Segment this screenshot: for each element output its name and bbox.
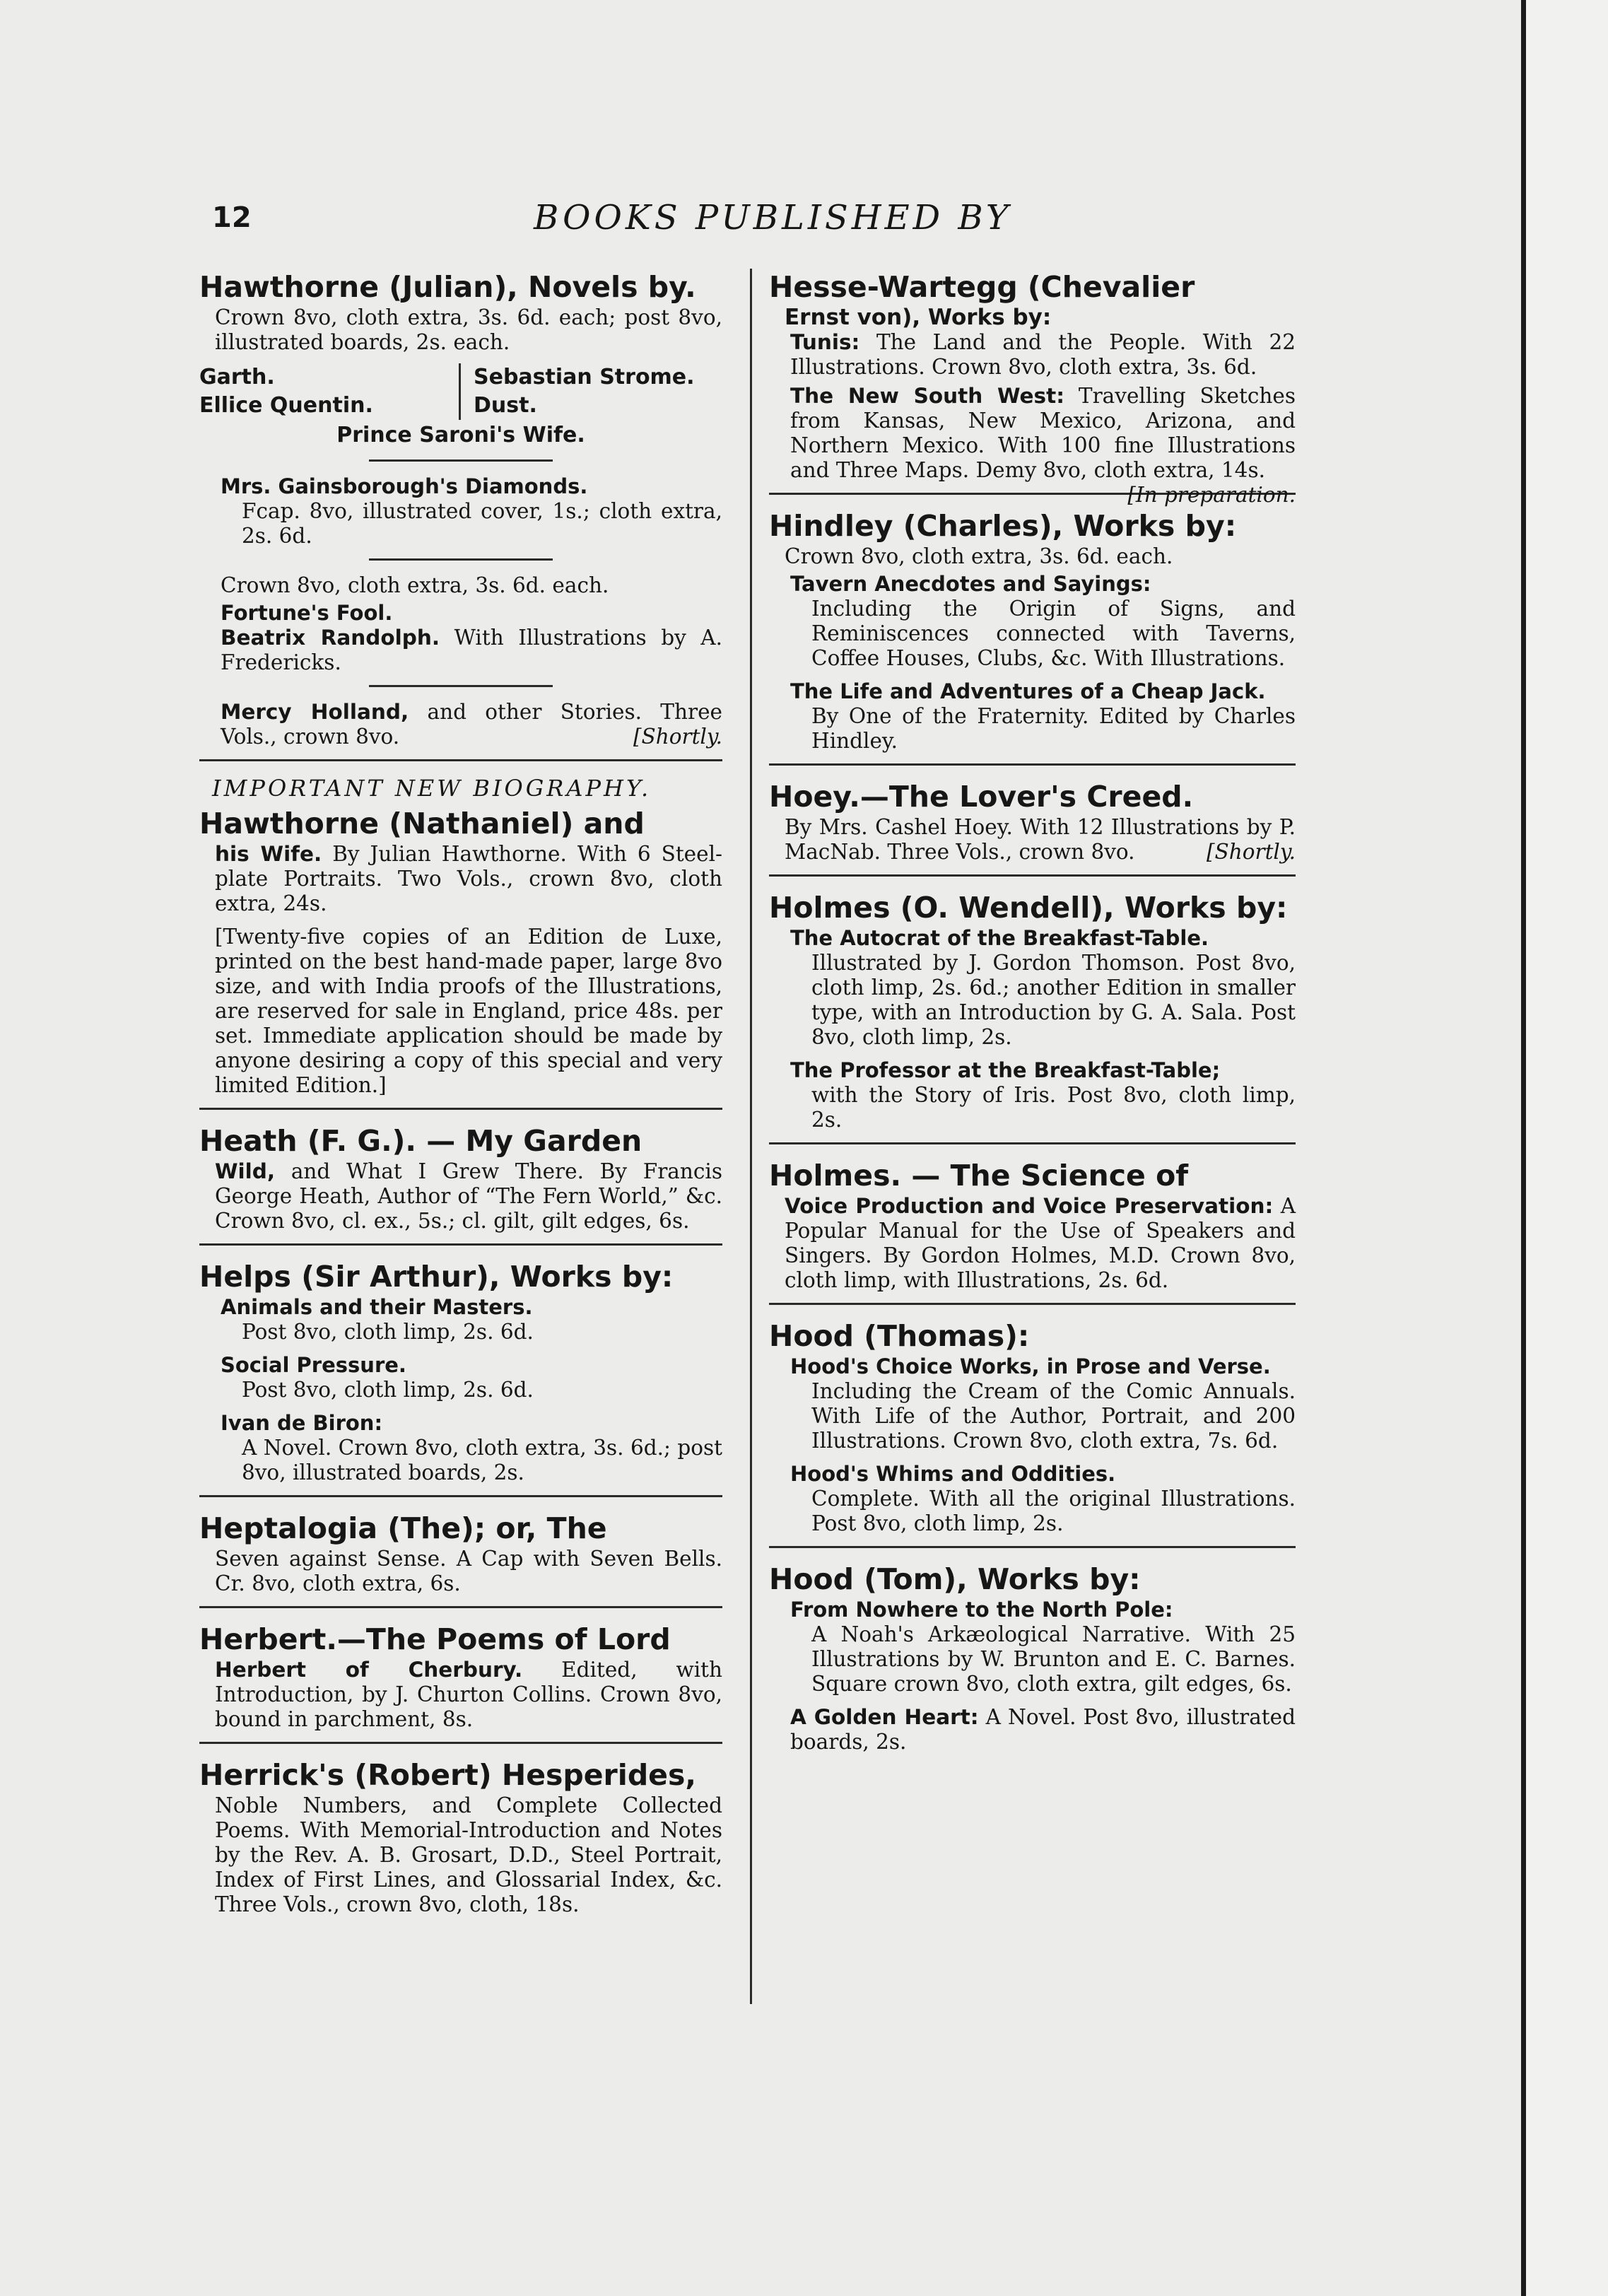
edition-note: [Twenty-five copies of an Edition de Luxe, printed on the best hand-made paper, large 8vo size, and with India proofs of the Illustrations, are reserved for sale in England, price 48s. per set. Immediate application should be made by anyone desiring a copy of this special and very limited Edition.] [215, 925, 722, 1097]
crown-note: Crown 8vo, cloth extra, 3s. 6d. each. [221, 573, 609, 597]
heading-continued: Ernst von), Works by: [785, 305, 1052, 330]
divider [199, 1243, 722, 1246]
item-title: Tunis: [790, 330, 860, 354]
entry-hindley [769, 508, 1296, 754]
short-rule [369, 685, 553, 687]
item-title: A Golden Heart: [790, 1705, 979, 1729]
heading-continued: Wild, [215, 1159, 276, 1183]
entry-body-text: A Popular Manual for the Use of Speakers and Singers. By Gordon Holmes, M.D. Crown 8vo, cloth limp, with Illustrations, 2s. 6d. [785, 1194, 1296, 1292]
binding-edge [1521, 0, 1526, 2296]
title-fortunes-fool: Fortune's Fool. [221, 601, 393, 625]
entry-body-text: and What I Grew There. By Francis George Heath, Author of “The Fern World,” &c. Crown 8vo, cl. ex., 5s.; cl. gilt, gilt edges, 6s. [215, 1159, 722, 1233]
entry-heading: Herbert.—The Poems of Lord [199, 1622, 671, 1656]
entry-body [785, 815, 1296, 865]
entry-body-text: By Julian Hawthorne. With 6 Steel-plate Portraits. Two Vols., crown 8vo, cloth extra, 24s. [215, 842, 722, 915]
entry-heading: Hood (Thomas): [769, 1319, 1030, 1353]
divider [769, 763, 1296, 766]
short-rule [369, 459, 553, 462]
item-title: Tavern Anecdotes and Sayings: [790, 572, 1151, 596]
item-body: Including the Cream of the Comic Annuals. With Life of the Author, Portrait, and 200 Illustrations. Crown 8vo, cloth extra, 7s. 6d. [811, 1379, 1296, 1453]
divider [199, 1108, 722, 1110]
item-body: A Novel. Crown 8vo, cloth extra, 3s. 6d.; post 8vo, illustrated boards, 2s. [242, 1436, 722, 1484]
item-title: The Professor at the Breakfast-Table; [790, 1058, 1221, 1082]
entry-holmes-wendell [769, 889, 1296, 1132]
title-garth: Garth. [199, 363, 461, 392]
entry-heading: Heath (F. G.). — My Garden [199, 1124, 642, 1158]
item-body: Including the Origin of Signs, and Reminiscences connected with Taverns, Coffee Houses, Clubs, &c. With Illustrations. [811, 597, 1296, 670]
item-title: The Autocrat of the Breakfast-Table. [790, 926, 1209, 950]
running-head: BOOKS PUBLISHED BY [534, 198, 1012, 238]
entry-hawthorne-nathaniel [199, 774, 722, 1098]
heading-continued: his Wife. [215, 842, 322, 866]
item-body: Post 8vo, cloth limp, 2s. 6d. [242, 1378, 534, 1402]
item-line [790, 1705, 1296, 1755]
entry-body: Noble Numbers, and Complete Collected Poems. With Memorial-Introduction and Notes by the Rev. A. B. Grosart, D.D., Steel Portrait, Index of First Lines, and Glossarial Index, &c. Three Vols., crown 8vo, cloth, 18s. [215, 1793, 722, 1916]
divider [199, 1495, 722, 1497]
entry-body-text: By Mrs. Cashel Hoey. With 12 Illustrations by P. MacNab. Three Vols., crown 8vo. [785, 815, 1296, 864]
item-title: Ivan de Biron: [221, 1411, 383, 1435]
entry-heading: Hood (Tom), Works by: [769, 1562, 1141, 1596]
entry-body-text: Edited, with Introduction, by J. Churton Collins. Crown 8vo, bound in parchment, 8s. [215, 1658, 722, 1731]
divider [769, 874, 1296, 877]
heading-continued: Herbert of Cherbury. [215, 1658, 523, 1682]
entry-herbert [199, 1621, 722, 1732]
title-mercy-holland: Mercy Holland, [221, 700, 409, 724]
heading-continued: Voice Production and Voice Preservation: [785, 1194, 1274, 1218]
entry-body [215, 1658, 722, 1732]
entry-heading: Herrick's (Robert) Hesperides, [199, 1758, 696, 1792]
entry-heading: Holmes (O. Wendell), Works by: [769, 891, 1288, 925]
beatrix-line [221, 626, 722, 675]
divider [199, 759, 722, 761]
entry-heath [199, 1123, 722, 1234]
entry-heading: Hesse-Wartegg (Chevalier [769, 270, 1195, 304]
divider [769, 1142, 1296, 1144]
column-divider [750, 269, 752, 2004]
item-title: Animals and their Masters. [221, 1295, 533, 1319]
short-rule [369, 558, 553, 561]
entry-body [215, 1159, 722, 1234]
mercy-line [221, 700, 722, 749]
status-shortly: [Shortly. [1207, 840, 1296, 864]
entry-heading: Heptalogia (The); or, The [199, 1511, 607, 1545]
divider [769, 1303, 1296, 1305]
item-title: Social Pressure. [221, 1353, 406, 1377]
divider [199, 1742, 722, 1744]
entry-heptalogia [199, 1510, 722, 1596]
left-column [199, 269, 722, 1927]
entry-hood-thomas [769, 1318, 1296, 1536]
item-body: Travelling Sketches from Kansas, New Mexico, Arizona, and Northern Mexico. With 100 fine Illustrations and Three Maps. Demy 8vo, cloth extra, 14s. [790, 384, 1296, 482]
item-body: By One of the Fraternity. Edited by Charles Hindley. [811, 704, 1296, 753]
item-title: The New South West: [790, 384, 1065, 408]
gainsborough-body: Fcap. 8vo, illustrated cover, 1s.; cloth extra, 2s. 6d. [242, 499, 722, 548]
title-beatrix: Beatrix Randolph. [221, 626, 440, 650]
right-column [769, 269, 1296, 1764]
entry-hood-tom [769, 1561, 1296, 1755]
status-shortly: [Shortly. [633, 725, 722, 749]
entry-heading: Hindley (Charles), Works by: [769, 509, 1237, 543]
item-title: Hood's Whims and Oddities. [790, 1462, 1116, 1486]
entry-heading: Hawthorne (Nathaniel) and [199, 807, 645, 840]
page-number: 12 [212, 201, 252, 234]
item-line [790, 384, 1296, 507]
item-body: A Noah's Arkæological Narrative. With 25 Illustrations by W. Brunton and E. C. Barnes. Square crown 8vo, cloth extra, gilt edges, 6s. [811, 1622, 1296, 1696]
mercy-body: and other Stories. Three Vols., crown 8vo. [221, 700, 722, 749]
facing-page-margin [1526, 0, 1608, 2296]
entry-helps [199, 1258, 722, 1485]
entry-hoey [769, 778, 1296, 865]
item-title: Hood's Choice Works, in Prose and Verse. [790, 1354, 1271, 1378]
beatrix-body: With Illustrations by A. Fredericks. [221, 626, 722, 674]
item-line [790, 330, 1296, 380]
item-body: A Novel. Post 8vo, illustrated boards, 2s. [790, 1705, 1296, 1754]
item-body: Post 8vo, cloth limp, 2s. 6d. [242, 1320, 534, 1344]
title-dust: Dust. [474, 393, 537, 418]
kicker: IMPORTANT NEW BIOGRAPHY. [212, 775, 652, 802]
item-body: Illustrated by J. Gordon Thomson. Post 8vo, cloth limp, 2s. 6d.; another Edition in smaller type, with an Introduction by G. A. Sala. Post 8vo, cloth limp, 2s. [811, 951, 1296, 1049]
title-grid [199, 363, 722, 420]
title-gainsborough: Mrs. Gainsborough's Diamonds. [221, 474, 588, 498]
title-sebastian-strome: Sebastian Strome. [474, 365, 695, 390]
entry-body [215, 842, 722, 916]
entry-hesse-wartegg [769, 269, 1296, 507]
entry-body: Crown 8vo, cloth extra, 3s. 6d. each; post 8vo, illustrated boards, 2s. each. [215, 305, 722, 354]
entry-body [785, 1194, 1296, 1293]
divider [199, 1606, 722, 1608]
status-in-preparation: [In preparation. [1127, 483, 1296, 507]
entry-herrick [199, 1757, 722, 1917]
entry-heading: Hawthorne (Julian), Novels by. [199, 270, 696, 304]
item-body: The Land and the People. With 22 Illustrations. Crown 8vo, cloth extra, 3s. 6d. [790, 330, 1296, 379]
item-title: From Nowhere to the North Pole: [790, 1598, 1173, 1622]
item-body: Complete. With all the original Illustrations. Post 8vo, cloth limp, 2s. [811, 1487, 1296, 1535]
item-title: The Life and Adventures of a Cheap Jack. [790, 679, 1266, 703]
title-ellice-quentin: Ellice Quentin. [199, 392, 461, 420]
entry-heading: Hoey.—The Lover's Creed. [769, 780, 1194, 814]
entry-note: Crown 8vo, cloth extra, 3s. 6d. each. [785, 544, 1173, 568]
divider [769, 1546, 1296, 1548]
title-prince-saroni: Prince Saroni's Wife. [336, 423, 585, 447]
entry-holmes-science [769, 1157, 1296, 1293]
entry-body: Seven against Sense. A Cap with Seven Bells. Cr. 8vo, cloth extra, 6s. [215, 1547, 722, 1595]
entry-heading: Holmes. — The Science of [769, 1159, 1189, 1193]
entry-heading: Helps (Sir Arthur), Works by: [199, 1260, 674, 1294]
item-body: with the Story of Iris. Post 8vo, cloth limp, 2s. [811, 1083, 1296, 1132]
entry-hawthorne-julian [199, 269, 722, 749]
